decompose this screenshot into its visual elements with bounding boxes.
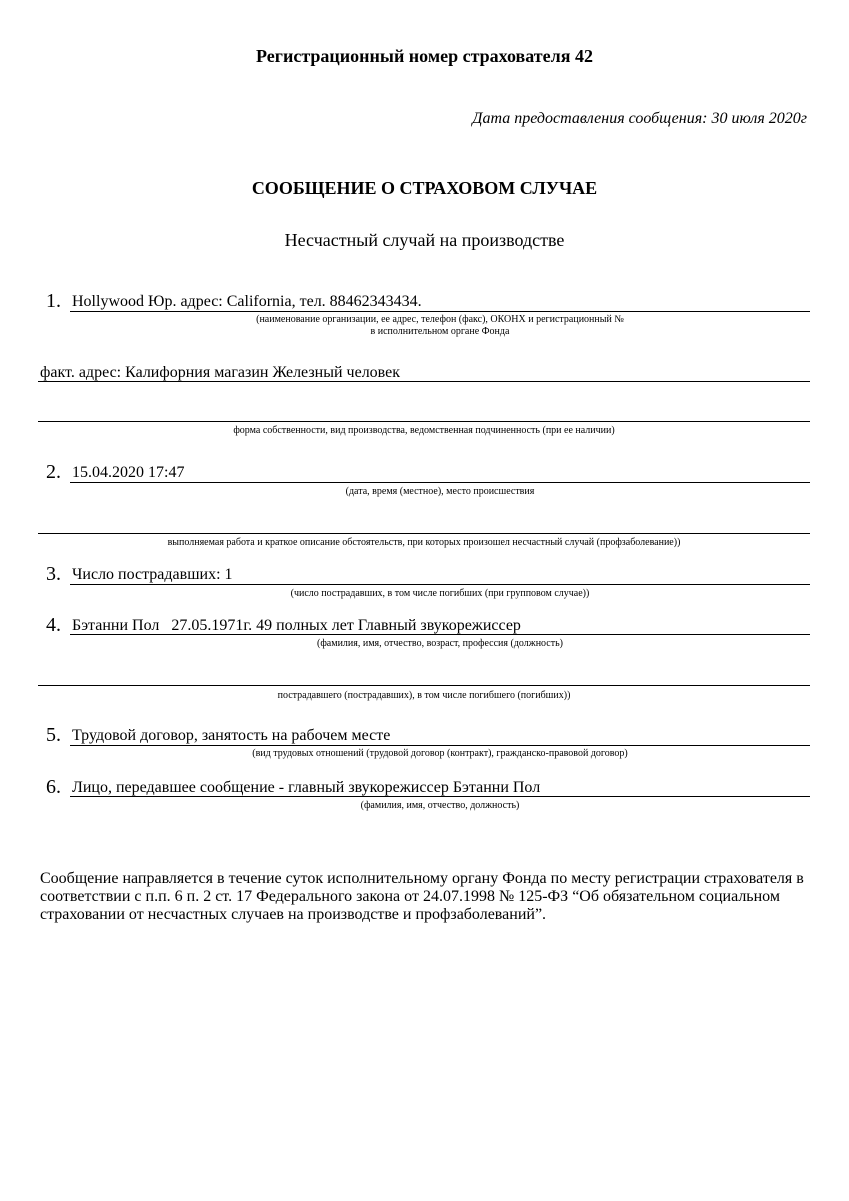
field-3-number: 3. — [46, 563, 61, 585]
field-6-value: Лицо, передавшее сообщение - главный звукорежиссер Бэтанни Пол — [72, 779, 541, 796]
document-subtitle: Несчастный случай на производстве — [284, 230, 565, 250]
field-6-caption: (фамилия, имя, отчество, должность) — [360, 800, 520, 811]
field-2-caption: (дата, время (местное), место происшествия — [345, 486, 535, 497]
field-4-value: Бэтанни Пол 27.05.1971г. 49 полных лет Главный звукорежиссер — [72, 617, 521, 634]
field-1-number: 1. — [46, 290, 61, 312]
field-4-number: 4. — [46, 614, 61, 636]
work-description-line — [38, 533, 810, 534]
footer-note: Сообщение направляется в течение суток исполнительному органу Фонда по месту регистрации страхователя в соответствии с п.п. 6 п. 2 ст. 17 Федерального закона от 24.07.1998 № 125-ФЗ “Об обязательном социальном страховании от несчастных случаев на производстве и профзаболеваний”. — [40, 870, 804, 923]
registration-number: Регистрационный номер страхователя 42 — [256, 46, 593, 66]
field-6-line — [70, 796, 810, 797]
field-3-line — [70, 584, 810, 585]
ownership-line — [38, 421, 810, 422]
field-2-value: 15.04.2020 17:47 — [72, 464, 185, 481]
field-6-number: 6. — [46, 776, 61, 798]
submission-date: Дата предоставления сообщения: 30 июля 2020г — [472, 110, 807, 127]
field-3-caption: (число пострадавших, в том числе погибших (при групповом случае)) — [290, 588, 590, 599]
field-1-caption-1: (наименование организации, ее адрес, телефон (факс), ОКОНХ и регистрационный № — [256, 314, 624, 325]
field-2-number: 2. — [46, 461, 61, 483]
field-5-line — [70, 745, 810, 746]
field-3-value: Число пострадавших: 1 — [72, 566, 233, 583]
field-2-line — [70, 482, 810, 483]
field-5-value: Трудовой договор, занятость на рабочем месте — [72, 727, 391, 744]
field-1-caption-2: в исполнительном органе Фонда — [370, 326, 510, 337]
ownership-caption: форма собственности, вид производства, ведомственная подчиненность (при ее наличии) — [233, 425, 615, 436]
document-title: СООБЩЕНИЕ О СТРАХОВОМ СЛУЧАЕ — [251, 178, 598, 198]
victim-caption: пострадавшего (пострадавших), в том числе погибшего (погибших)) — [277, 690, 571, 701]
field-4-caption: (фамилия, имя, отчество, возраст, профессия (должность) — [317, 638, 563, 649]
fact-address-line — [38, 381, 810, 382]
field-5-caption: (вид трудовых отношений (трудовой договор (контракт), гражданско-правовой договор) — [252, 748, 628, 759]
field-1-line — [70, 311, 810, 312]
victim-line — [38, 685, 810, 686]
field-1-fact-address: факт. адрес: Калифорния магазин Железный человек — [40, 364, 401, 381]
work-description-caption: выполняемая работа и краткое описание обстоятельств, при которых произошел несчастный случай (профзаболевание)) — [167, 537, 681, 548]
field-4-line — [70, 634, 810, 635]
field-5-number: 5. — [46, 724, 61, 746]
field-1-value: Hollywood Юр. адрес: California, тел. 88462343434. — [72, 293, 422, 310]
